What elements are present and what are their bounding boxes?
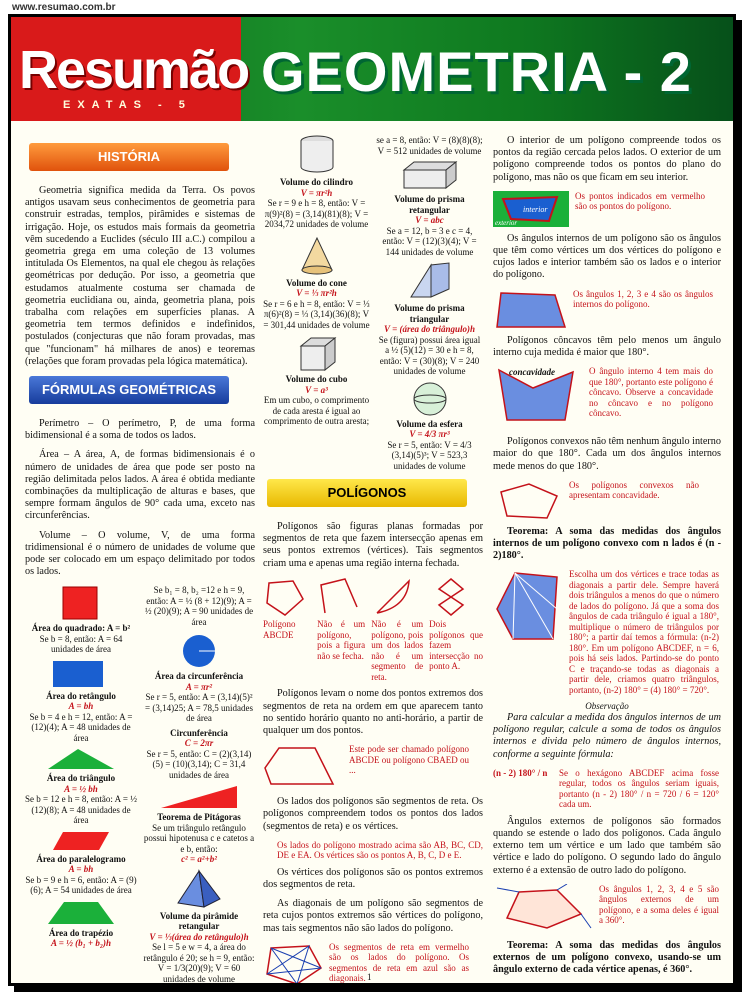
sphere-volume-example: Se r = 5, então: V = 4/3 (3,14)(5)³; V = 523,3 unidades de volume xyxy=(387,439,472,471)
header-banner xyxy=(11,17,733,121)
diagonais-text: As diagonais de um polígono são segmentos de reta cujos pontos extremos são vértices do polígono, mas tais segmentos não são lados do polígono. xyxy=(263,898,483,934)
external-angles-text: Ângulos externos de polígonos são formados quando se estende o lado dos polígonos. Cada ângulo externo tem um vértice e um lado que também são vértice e lado do polígono. O segundo lado do ângulo externo é a extensão de outro lado do polígono. xyxy=(493,815,721,876)
square-area-block xyxy=(25,585,137,655)
square-icon xyxy=(61,585,101,621)
column-1 xyxy=(25,135,255,986)
trapezoid-area-title: Área do trapézio xyxy=(48,927,114,938)
square-area-example: Se b = 8, então: A = 64 unidades de área xyxy=(39,633,123,655)
polygon-example-3-label: Não é um polígono, pois um dos lados não é um segmento de reta. xyxy=(371,619,424,682)
observation-text: Para calcular a medida dos ângulos internos de um polígono regular, calcule a soma de todos os ângulos internos e divida pelo número de ângulos internos, conforme a seguinte fórmula: xyxy=(493,711,721,760)
volume-text: Volume – O volume, V, de uma forma tridimensional é o número de unidades de volume que pode ser colocado em um espaço delimitado por todos os lados. xyxy=(25,529,255,578)
page-number: 1 xyxy=(367,972,372,982)
pyramid-icon xyxy=(174,869,224,909)
polygon-name-row xyxy=(263,744,483,790)
interior-label: interior xyxy=(523,204,548,214)
convex-polygon-figure xyxy=(493,480,563,520)
shapes-left-column xyxy=(25,585,137,984)
pyramid-volume-example: Se l = 5 e w = 4, a área do retângulo é 20; se h = 9, então: V = 1/3(20)(9); V = 60 unidades de volume xyxy=(143,942,255,984)
exterior-label: exterior xyxy=(495,218,518,227)
convex-row xyxy=(493,480,721,520)
interior-row xyxy=(493,191,721,227)
right-triangle-icon xyxy=(159,784,239,810)
cube-volume-example: Em um cubo, o comprimento de cada aresta é igual ao comprimento de outra aresta; xyxy=(263,395,370,426)
pythagoras-title: Teorema de Pitágoras xyxy=(157,812,241,823)
triangle-icon xyxy=(46,747,116,771)
polygon-example-4-label: Dois polígonos que fazem intersecção no ponto A. xyxy=(429,619,483,672)
circumference-formula: C = 2πr xyxy=(184,738,214,749)
lados-note: Os lados do polígono mostrado acima são AB, BC, CD, DE e EA. Os vértices são os pontos A, B, C, D e E. xyxy=(277,839,483,861)
regular-polygon-formula: (n - 2) 180° / n xyxy=(493,767,548,778)
rect-prism-volume-formula: V = abc xyxy=(415,215,444,225)
rect-prism-volume-title: Volume do prisma retangular xyxy=(394,194,465,215)
solids-left-column xyxy=(263,135,370,471)
cube-volume-block xyxy=(263,336,370,427)
concave-figure-wrap xyxy=(493,366,583,430)
section-poligonos-header: POLÍGONOS xyxy=(267,479,467,507)
circle-area-example: Se r = 5, então: A = (3,14)(5)² = (3,14)25; A = 78,5 unidades de área xyxy=(145,692,253,724)
logo-name: Resumão xyxy=(19,40,249,100)
column-3 xyxy=(493,135,721,983)
rectangle-area-block xyxy=(25,659,137,744)
cylinder-volume-formula: V = πr²h xyxy=(300,187,333,198)
circumference-block xyxy=(143,728,255,781)
column-2 xyxy=(263,135,483,986)
concave-note: O ângulo interno 4 tem mais do que 180°, portanto este polígono é côncavo. Observe a concavidade no côncavo e no polígono côncavo. xyxy=(589,366,713,419)
polygon-name-note: Este pode ser chamado polígono ABCDE ou polígono CBAED ou ... xyxy=(349,744,470,776)
vertices-text: Os vértices dos polígonos são os pontos extremos dos segmentos de reta. xyxy=(263,866,483,890)
tri-prism-volume-formula: V = (área do triângulo)h xyxy=(384,324,475,334)
polygon-example-3 xyxy=(371,577,423,683)
regular-polygon-note: Se o hexágono ABCDEF acima fosse regular, todos os ângulos seriam iguais, portanto (n - 2) 180° / n = 720 / 6 = 120° cada um. xyxy=(559,767,719,810)
hexagon-note: Escolha um dos vértices e trace todas as diagonais a partir dele. Sempre haverá dois triângulos a menos do que o número de lados do polígono. Já que a soma dos ângulos de cada triângulo é igual a 180°, multiplique o número de triângulos por 180°; a partir daí temos a fórmula: (n-2) 180°. Em um polígono ABCDEF, n = 6, pois há seis lados. Partindo-se do ponto C e traçando-se todas as diagonais a partir dele, criamos quatro triângulos, portanto, (n-2) 180° = (4) 180° = 720°. xyxy=(569,569,719,695)
trapezoid-area-block xyxy=(25,900,137,949)
hexagon-diagonals-figure xyxy=(493,569,563,645)
hexagon-row xyxy=(493,569,721,695)
pythagoras-text: Se um triângulo retângulo possui hipotenusa c e catetos a e b, então: xyxy=(143,822,255,854)
circle-area-title: Área da circunferência xyxy=(154,671,244,682)
circle-area-block xyxy=(143,633,255,724)
shapes-right-column xyxy=(143,585,255,984)
internal-angles-note: Os ângulos 1, 2, 3 e 4 são os ângulos internos do polígono. xyxy=(573,288,713,310)
cylinder-volume-title: Volume do cilindro xyxy=(279,177,353,187)
cylinder-volume-example: Se r = 9 e h = 8, então: V = π(9)²(8) = (3,14)(81)(8); V = 2034,72 unidades de volume xyxy=(264,198,369,229)
page-title: GEOMETRIA - 2 xyxy=(261,40,692,103)
sphere-volume-block xyxy=(376,381,483,472)
parallelogram-area-example: Se b = 9 e h = 6, então: A = (9)(6); A = 54 unidades de área xyxy=(25,874,137,896)
intersecting-polygons-figure xyxy=(429,577,473,617)
diagonals-row xyxy=(263,942,483,986)
polygon-example-1-label: Polígono ABCDE xyxy=(263,619,296,640)
tri-prism-volume-block xyxy=(376,261,483,377)
area-text: Área – A área, A, de formas bidimensionais é o número de unidades de área que pode ser posto na região delimitada pelos lados. A área é obtida mediante combinações da multiplicação de alturas e bases, que sempre formam ângulos de 90° cada uma, exceto nas circunferências. xyxy=(25,449,255,522)
concavos-text: Polígonos côncavos têm pelo menos um ângulo interno cuja medida é maior que 180°. xyxy=(493,334,721,358)
triangle-area-formula: A = ½ bh xyxy=(64,783,98,794)
cone-volume-title: Volume do cone xyxy=(286,277,347,288)
regular-polygon-row xyxy=(493,768,721,810)
pyramid-volume-formula: V = ⅓(área do retângulo)h xyxy=(149,931,249,942)
triangle-area-block xyxy=(25,747,137,826)
interior-text: O interior de um polígono compreende todos os pontos da região cercada pelos lados. O exterior de um polígono compreende todos os pontos do plano do polígono, mas não os que ficam em seu interior. xyxy=(493,135,721,183)
summary-sheet xyxy=(8,14,736,986)
curved-figure xyxy=(371,577,415,617)
pythagoras-block xyxy=(143,784,255,865)
sphere-volume-title: Volume da esfera xyxy=(396,418,463,429)
circumference-example: Se r = 5, então: C = (2)(3,14)(5) = (10)(3,14); C = 31,4 unidades de área xyxy=(146,748,252,780)
triangle-area-example: Se b = 12 e h = 8, então: A = ½ (12)(8); A = 48 unidades de área xyxy=(25,794,137,826)
polygon-example-1 xyxy=(263,577,311,683)
diagonals-figure xyxy=(263,942,323,986)
logo-subtitle: EXATAS - 5 xyxy=(63,99,192,111)
observation-title: Observação xyxy=(585,701,629,712)
tri-prism-icon xyxy=(405,261,455,301)
sphere-volume-formula: V = 4/3 πr³ xyxy=(409,429,450,439)
shapes-area-row xyxy=(25,585,255,984)
historia-text: Geometria significa medida da Terra. Os povos antigos usavam seus conhecimentos de geometria para construir estradas, templos, pirâmides e sistemas de irrigação. Hoje, os estudos mais formais da geometria vêm sucedendo a Euclides (século III a.C.) compilou a geometria grega em uma coleção de 13 volumes intitulada Os Elementos, na qual ele chegou às relações geométricas por dedução. Por isso, a geometria que estudamos atualmente costuma ser chamada de geometria euclidiana ou, ainda, geometria plana, pois trabalha com relações em superfícies planas. A geometria tem termos definidos e indefinidos, postulados (conjecturas que não foram provadas, mas que "funcionam" há milhares de anos) e teoremas (relações que foram provadas pela lógica matemática). xyxy=(25,185,255,367)
parallelogram-area-formula: A = bh xyxy=(68,864,94,875)
trapezoid-example: Se b₁ = 8, b₂ =12 e h = 9, então: A = ½ (8 + 12)(9); A = ½ (20)(9); A = 90 unidades de área xyxy=(144,585,254,627)
cylinder-volume-block xyxy=(263,135,370,230)
pyramid-volume-title: Volume da pirâmide retangular xyxy=(159,910,239,932)
poligonos-nome-text: Polígonos levam o nome dos pontos extremos dos segmentos de reta na ordem em que aparecem tanto no sentido horário quanto no anti-horário, a partir de qualquer um dos pontos. xyxy=(263,688,483,736)
cylinder-icon xyxy=(297,135,337,175)
rect-prism-volume-example: Se a = 12, b = 3 e c = 4, então: V = (12)(3)(4); V = 144 unidades de volume xyxy=(382,225,477,257)
tri-prism-volume-title: Volume do prisma triangular xyxy=(394,303,465,324)
diagonals-note: Os segmentos de reta em vermelho são os lados do polígono. Os segmentos de reta em azul são as diagonais. xyxy=(329,941,469,984)
sphere-icon xyxy=(412,381,448,417)
site-url: www.resumao.com.br xyxy=(12,2,116,13)
theorem-internal-sum: Teorema: A soma das medidas dos ângulos internos de um polígono convexo com n lados é (n - 2)180°. xyxy=(493,525,721,562)
convex-note: Os polígonos convexos não apresentam concavidade. xyxy=(569,479,699,501)
external-angles-figure xyxy=(493,884,593,934)
interior-note: Os pontos indicados em vermelho são os pontos do polígono. xyxy=(575,190,705,212)
circle-area-formula: A = πr² xyxy=(185,681,213,692)
rect-prism-volume-block xyxy=(376,160,483,257)
interior-exterior-figure xyxy=(493,191,569,227)
open-figure xyxy=(317,577,361,617)
internal-angles-row xyxy=(493,289,721,329)
concave-row xyxy=(493,366,721,430)
polygon-example-4 xyxy=(429,577,483,683)
trapezoid-icon xyxy=(46,900,116,926)
perimetro-text: Perímetro – O perímetro, P, de uma forma bidimensional é a soma de todos os lados. xyxy=(25,418,255,442)
cone-icon xyxy=(299,236,335,276)
square-area-title: Área do quadrado: A = b² xyxy=(31,623,131,634)
section-historia-header: HISTÓRIA xyxy=(29,143,229,171)
cone-volume-block xyxy=(263,236,370,331)
rectangle-area-example: Se b = 4 e h = 12, então: A = (12)(4); A = 48 unidades de área xyxy=(29,711,133,743)
rectangle-icon xyxy=(51,659,111,689)
pythagoras-formula: c² = a²+b² xyxy=(181,854,217,865)
circle-icon xyxy=(181,633,217,669)
polygon-examples-row xyxy=(263,577,483,683)
lados-text: Os lados dos polígonos são segmentos de reta. Os polígonos compreendem todos os pontos dos lados (segmentos de reta) e os vértices. xyxy=(263,796,483,832)
parallelogram-icon xyxy=(51,830,111,852)
cube-volume-formula: V = a³ xyxy=(305,384,328,395)
solids-row xyxy=(263,135,483,471)
rectangle-area-formula: A = bh xyxy=(68,701,94,712)
cone-volume-example: Se r = 6 e h = 8, então: V = ⅓ π(6)²(8) = ⅓ (3,14)(36)(8); V = 301,44 unidades de volume xyxy=(263,298,370,330)
internal-angles-figure xyxy=(493,289,567,329)
solids-right-column xyxy=(376,135,483,471)
parallelogram-area-title: Área do paralelogramo xyxy=(36,853,126,864)
named-pentagon-figure xyxy=(263,744,343,790)
external-angles-row xyxy=(493,884,721,934)
cube-icon xyxy=(297,336,337,372)
theorem-external-sum: Teorema: A soma das medidas dos ângulos externos de um polígono convexo, usando-se um ângulo externo de cada vértice apenas, é 360°. xyxy=(493,939,721,976)
tri-prism-volume-example: Se (figura) possui área igual a ½ (5)(12) = 30 e h = 8, então: V = (30)(8); V = 240 unidades de volume xyxy=(378,334,481,376)
pentagon-abcde-figure xyxy=(263,577,307,617)
circumference-title: Circunferência xyxy=(170,727,228,738)
convexos-text: Polígonos convexos não têm nenhum ângulo interno maior do que 180°. Cada um dos ângulos internos mede menos do que 180°. xyxy=(493,436,721,472)
brand-logo xyxy=(11,17,249,121)
cube-volume-title: Volume do cubo xyxy=(285,374,348,384)
external-angles-note: Os ângulos 1, 2, 3, 4 e 5 são ângulos externos de um polígono, e a soma deles é igual a 360°. xyxy=(599,883,719,926)
concavity-label: concavidade xyxy=(509,367,555,378)
trapezoid-area-formula: A = ½ (b₁ + b₂)h xyxy=(50,938,112,949)
cone-volume-formula: V = ⅓ πr²h xyxy=(296,288,337,298)
triangle-area-title: Área do triângulo xyxy=(46,773,116,784)
cube-example: se a = 8, então: V = (8)(8)(8); V = 512 unidades de volume xyxy=(376,135,483,156)
pyramid-volume-block xyxy=(143,869,255,985)
internos-text: Os ângulos internos de um polígono são os ângulos que têm como vértices um dos vértices do polígono e cujos lados e interior também são os lados e o interior do polígono. xyxy=(493,232,721,281)
polygon-example-2-label: Não é um polígono, pois a figura não se fecha. xyxy=(317,619,366,661)
section-formulas-header: FÓRMULAS GEOMÉTRICAS xyxy=(29,376,229,404)
poligonos-intro: Polígonos são figuras planas formadas por segmentos de reta que fazem intersecção apenas em seus pontos extremos (vértices). Tais segmentos criam uma e apenas uma região interna fechada. xyxy=(263,521,483,569)
rect-prism-icon xyxy=(400,160,460,192)
rectangle-area-title: Área do retângulo xyxy=(46,690,116,701)
polygon-example-2 xyxy=(317,577,365,683)
parallelogram-area-block xyxy=(25,830,137,896)
